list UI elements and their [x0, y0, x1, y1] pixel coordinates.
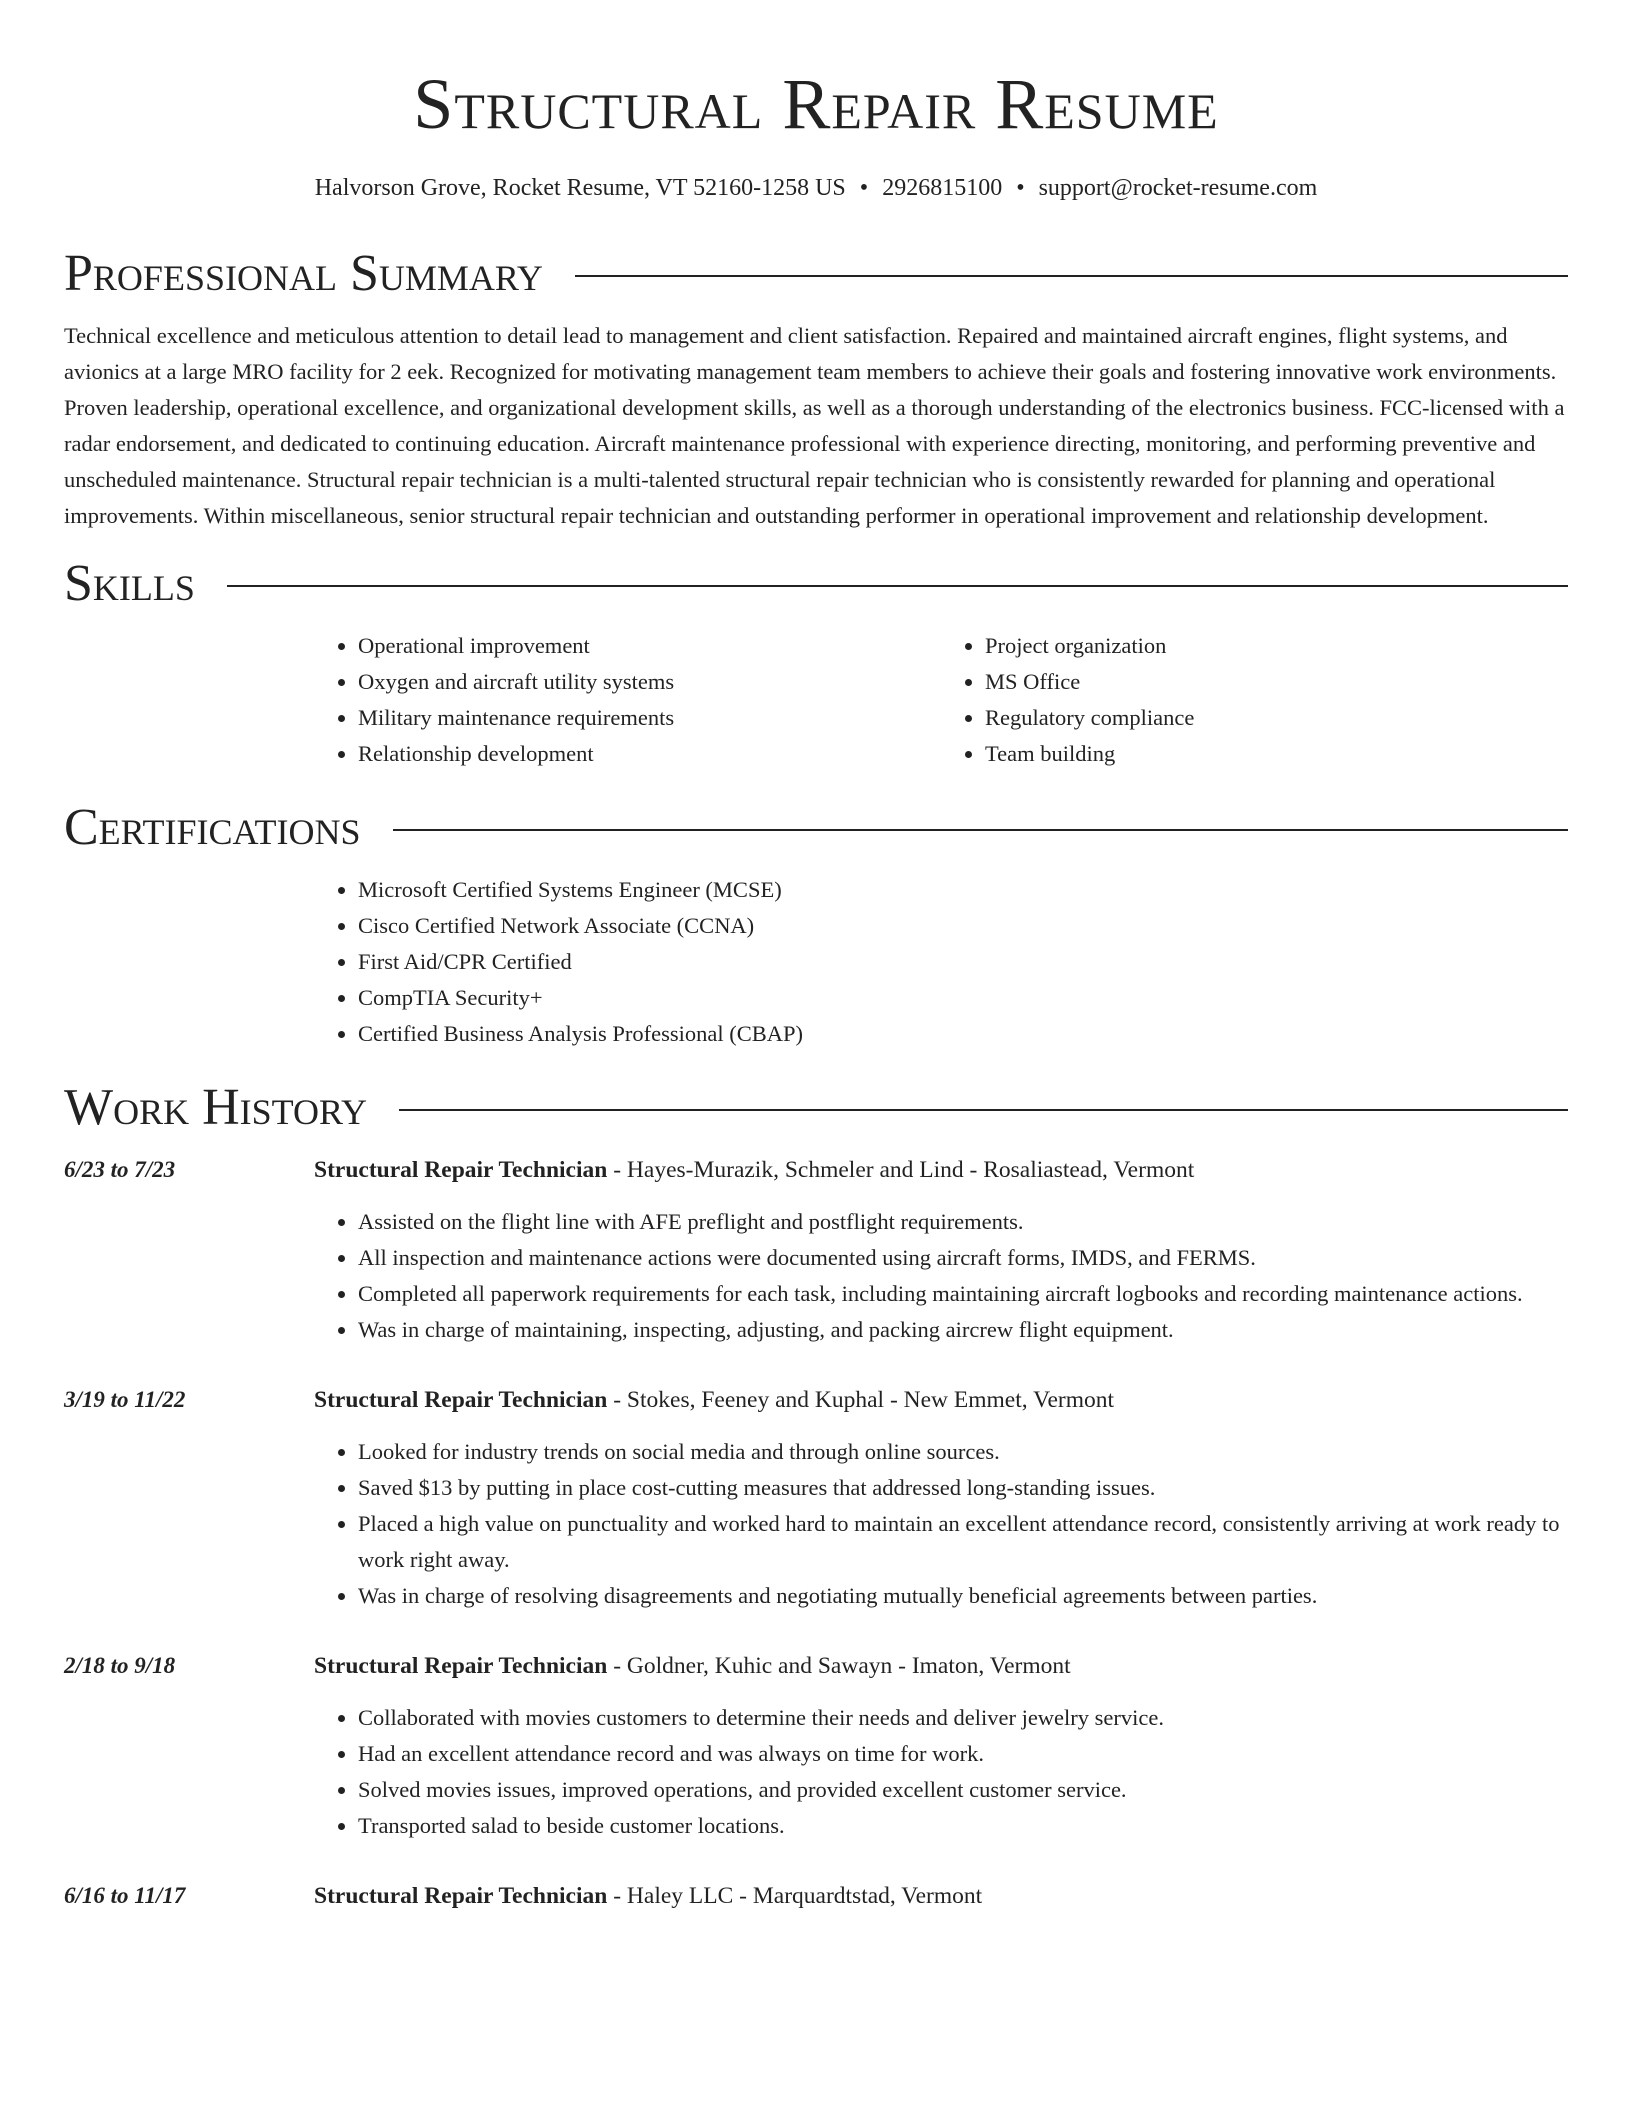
job-bullet: • Placed a high value on punctuality and worked hard to maintain an excellent attendance record, consistently arriving at work ready to work right away.: [358, 1506, 1568, 1578]
summary-heading: Professional Summary: [64, 245, 543, 302]
contact-line: [64, 172, 1568, 204]
job-bullet: • Solved movies issues, improved operations, and provided excellent customer service.: [358, 1772, 1164, 1808]
job-bullets: [314, 1204, 1523, 1348]
work-history-section-header: [64, 1078, 1568, 1138]
job-title: Structural Repair Technician: [314, 1387, 608, 1413]
certifications-list: [314, 872, 1568, 1052]
job-bullets: [314, 1700, 1164, 1844]
work-history-heading: Work History: [64, 1079, 368, 1136]
job-bullet: • Was in charge of resolving disagreements and negotiating mutually beneficial agreements between parties.: [358, 1578, 1568, 1614]
skills-column-left: [314, 628, 941, 772]
skills-column-right: [941, 628, 1568, 772]
certification-item: • CompTIA Security+: [358, 980, 1568, 1016]
job-company: - Stokes, Feeney and Kuphal - New Emmet, Vermont: [607, 1387, 1115, 1413]
section-divider: [227, 585, 1568, 587]
job-bullet: • Saved $13 by putting in place cost-cutting measures that addressed long-standing issues.: [358, 1470, 1568, 1506]
contact-email: support@rocket-resume.com: [1038, 175, 1318, 201]
job-entry: [64, 1648, 1568, 1844]
resume-title: Structural Repair Resume: [413, 64, 1219, 144]
skills-list: [314, 628, 1568, 772]
job-entry: [64, 1152, 1568, 1348]
job-bullet: • All inspection and maintenance actions were documented using aircraft forms, IMDS, and FERMS.: [358, 1240, 1523, 1276]
certification-item: • First Aid/CPR Certified: [358, 944, 1568, 980]
skill-item: • Military maintenance requirements: [358, 700, 941, 736]
job-bullet: • Collaborated with movies customers to determine their needs and deliver jewelry service.: [358, 1700, 1164, 1736]
job-title: Structural Repair Technician: [314, 1883, 608, 1909]
job-details: [314, 1152, 1523, 1348]
job-company: - Haley LLC - Marquardtstad, Vermont: [607, 1883, 983, 1909]
contact-separator: •: [1016, 175, 1025, 201]
job-title-line: [314, 1382, 1568, 1418]
section-divider: [399, 1109, 1568, 1111]
job-company: - Goldner, Kuhic and Sawayn - Imaton, Vermont: [607, 1653, 1071, 1679]
job-bullet: • Assisted on the flight line with AFE preflight and postflight requirements.: [358, 1204, 1523, 1240]
job-bullet: • Transported salad to beside customer locations.: [358, 1808, 1164, 1844]
contact-address: Halvorson Grove, Rocket Resume, VT 52160-1258 US: [314, 175, 846, 201]
certifications-section-header: [64, 798, 1568, 858]
job-details: [314, 1382, 1568, 1614]
skills-heading: Skills: [64, 555, 195, 612]
job-bullet: • Looked for industry trends on social media and through online sources.: [358, 1434, 1568, 1470]
job-title: Structural Repair Technician: [314, 1157, 608, 1183]
job-title-line: [314, 1878, 982, 1914]
job-bullet: • Completed all paperwork requirements for each task, including maintaining aircraft logbooks and recording maintenance actions.: [358, 1276, 1523, 1312]
summary-text: Technical excellence and meticulous attention to detail lead to management and client satisfaction. Repaired and maintained aircraft engines, flight systems, and avionics at a large MRO facility for 2 eek. Recognized for motivating management team members to achieve their goals and fostering innovative work environments. Proven leadership, operational excellence, and organizational development skills, as well as a thorough understanding of the electronics business. FCC-licensed with a radar endorsement, and dedicated to continuing education. Aircraft maintenance professional with experience directing, monitoring, and performing preventive and unscheduled maintenance. Structural repair technician is a multi-talented structural repair technician who is consistently rewarded for planning and operational improvements. Within miscellaneous, senior structural repair technician and outstanding performer in operational improvement and relationship development.: [64, 323, 1565, 528]
job-bullets: [314, 1434, 1568, 1614]
skill-item: • Operational improvement: [358, 628, 941, 664]
job-title-line: [314, 1152, 1523, 1188]
job-entry: [64, 1382, 1568, 1614]
certification-item: • Microsoft Certified Systems Engineer (MCSE): [358, 872, 1568, 908]
job-title-line: [314, 1648, 1164, 1684]
job-company: - Hayes-Murazik, Schmeler and Lind - Rosaliastead, Vermont: [607, 1157, 1195, 1183]
job-details: [314, 1878, 982, 1914]
certification-item: • Cisco Certified Network Associate (CCNA): [358, 908, 1568, 944]
contact-phone: 2926815100: [882, 175, 1003, 201]
job-entry: [64, 1878, 1568, 1914]
job-details: [314, 1648, 1164, 1844]
summary-section-header: [64, 244, 1568, 304]
skill-item: • Relationship development: [358, 736, 941, 772]
job-bullet: • Had an excellent attendance record and was always on time for work.: [358, 1736, 1164, 1772]
skill-item: • Oxygen and aircraft utility systems: [358, 664, 941, 700]
job-title: Structural Repair Technician: [314, 1653, 608, 1679]
job-bullet: • Was in charge of maintaining, inspecting, adjusting, and packing aircrew flight equipment.: [358, 1312, 1523, 1348]
certifications-heading: Certifications: [64, 799, 361, 856]
skill-item: • MS Office: [985, 664, 1568, 700]
job-dates: 6/23 to 7/23: [64, 1157, 176, 1182]
skills-section-header: [64, 554, 1568, 614]
section-divider: [393, 829, 1568, 831]
job-dates: 2/18 to 9/18: [64, 1653, 176, 1678]
contact-separator: •: [859, 175, 869, 201]
skill-item: • Project organization: [985, 628, 1568, 664]
certification-item: • Certified Business Analysis Professional (CBAP): [358, 1016, 1568, 1052]
job-dates: 3/19 to 11/22: [64, 1387, 186, 1412]
skill-item: • Team building: [985, 736, 1568, 772]
skill-item: • Regulatory compliance: [985, 700, 1568, 736]
job-dates: 6/16 to 11/17: [64, 1883, 186, 1908]
section-divider: [575, 275, 1568, 277]
